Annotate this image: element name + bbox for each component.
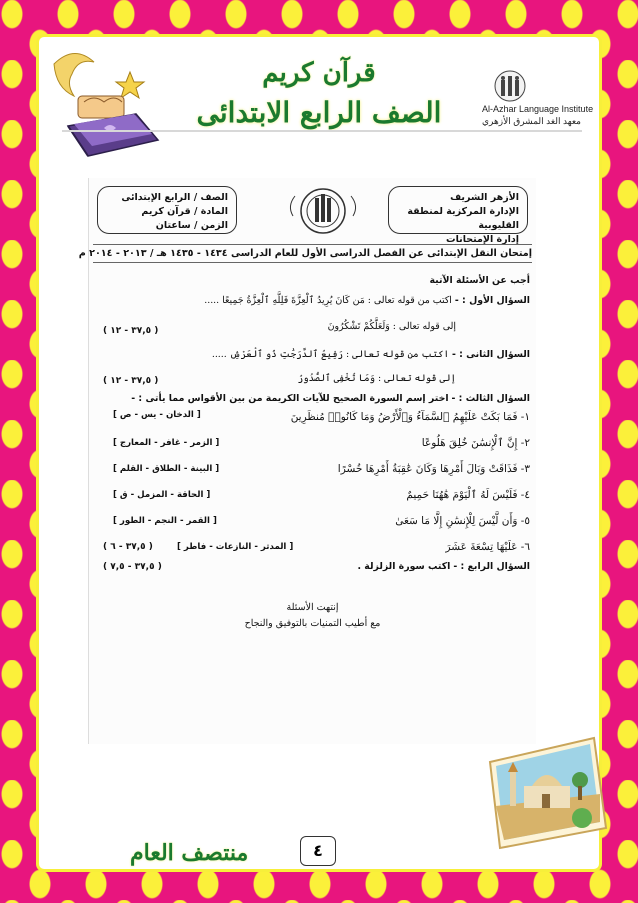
exam-paper [78,178,536,744]
ayah-item: ١- فَمَا بَكَتْ عَلَيْهِمُ ٱلسَّمَآءُ وَٱلْأَرْضُ وَمَا كَانُوا۟ مُنظَرِينَ [290,411,530,423]
question-2-text: اكتب من قوله تعالى : رَفِيعُ ٱلدَّرَجَٰتِ ذُو ٱلْعَرْشِ ..... [211,349,449,360]
authority-line: الإدارة المركزية لمنطقة القليوبية [407,206,519,231]
authority-line: إدارة الإمتحانات [446,234,519,245]
question-1-end: إلى قوله تعالى : وَلَعَلَّكُمْ تَشْكُرُونَ [327,321,456,332]
authority-line: الأزهر الشريف [450,192,519,203]
question-2-end: إلى قوله تعالى : وَمَا تُخْفِى ٱلصُّدُورُ [297,373,456,384]
ayah-item: ٤- فَلَيْسَ لَهُ ٱلْيَوْمَ هَٰهُنَا حَمِيمٌ [406,489,530,501]
azhar-emblem-icon [277,186,369,236]
ayah-item: ٢- إِنَّ ٱلْإِنسَٰنَ خُلِقَ هَلُوعًا [421,437,530,449]
closing-wishes: مع أطيب التمنيات بالتوفيق والنجاح [244,618,381,629]
ayah-item: ٣- فَذَاقَتْ وَبَالَ أَمْرِهَا وَكَانَ عَٰقِبَةُ أَمْرِهَا خُسْرًا [337,463,530,475]
page-title: قرآن كريم [262,58,376,88]
page-subtitle: الصف الرابع الابتدائى [196,96,442,129]
ayah-choices: [ الدخان - يس - ص ] [113,410,201,420]
question-2 [95,348,530,362]
subject-line: المادة / قرآن كريم [141,206,228,217]
grade-line: الصف / الرابع الإبتدائى [121,192,228,203]
question-1-marks: ( ٣٧,٥ - ١٢ ) [103,326,159,336]
question-2-marks: ( ٣٧,٥ - ١٢ ) [103,376,159,386]
institute-logo [468,70,602,128]
ayah-choices: [ الزمر - غافر - المعارج ] [113,438,220,448]
question-1-text: اكتب من قوله تعالى : مَن كَانَ يُرِيدُ ٱلْعِزَّةَ فَلِلَّهِ ٱلْعِزَّةُ جَمِيعًا ..... [204,295,452,306]
instruction: أجب عن الأسئلة الآتية [429,275,530,286]
ayah-choices: [ المدثر - النازعات - فاطر ] [177,542,294,552]
exam-title: إمتحان النقل الإبتدائى عن الفصل الدراسى الأول للعام الدراسى ١٤٣٤ - ١٤٣٥ هـ / ٢٠١٣ - ٢٠١٤ م [93,244,532,263]
question-3-text: اختر إسم السورة الصحيح للآيات الكريمة من بين الأقواس مما يأتى : - [131,393,449,404]
page-number: ٤ [300,836,336,866]
institute-name-en: Al-Azhar Language Institute [482,104,594,114]
duration-line: الزمن / ساعتان [155,220,228,231]
ayah-item: ٥- وَأَن لَّيْسَ لِلْإِنسَٰنِ إِلَّا مَا سَعَىٰ [395,515,530,527]
question-1-label: السؤال الأول : - [454,295,530,306]
exam-info-box [97,186,237,234]
ayah-choices: [ البينة - الطلاق - القلم ] [113,464,220,474]
question-3 [95,392,530,406]
question-4-label: السؤال الرابع : - [453,561,530,572]
mosque-clipart [482,732,610,852]
footer-caption: منتصف العام [130,840,249,866]
ayah-item: ٦- عَلَيْهَا تِسْعَةَ عَشَرَ [445,541,530,553]
ayah-choices: [ الحاقة - المزمل - ق ] [113,490,211,500]
institute-name-ar: معهد الغد المشرق الأزهري [482,116,582,126]
question-4-marks: ( ٣٧,٥ - ٧,٥ ) [103,562,162,572]
question-2-label: السؤال الثانى : - [451,349,530,360]
closing-note: إنتهت الأسئلة [286,602,339,613]
ayah-choices: [ القمر - النجم - الطور ] [113,516,217,526]
institute-emblem-icon [490,70,530,102]
question-4-text: اكتب سورة الزلزلة . [357,561,451,572]
question-1 [95,294,530,308]
divider [62,130,582,132]
question-3-marks: ( ٣٧,٥ - ٦ ) [103,542,153,552]
question-3-label: السؤال الثالث : - [451,393,530,404]
exam-header [97,186,528,246]
authority-box [388,186,528,245]
